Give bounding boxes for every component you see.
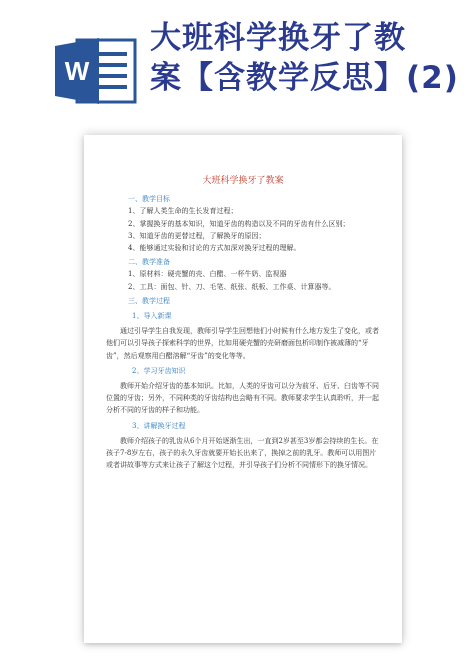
goals-heading: 一、教学目标 [128, 195, 170, 204]
document-body [106, 175, 380, 471]
page-title [150, 18, 470, 98]
paragraph: 通过引导学生自我发现，教师引导学生回想他们小时候有什么地方发生了变化，或者他们可以引导孩子探索科学的世界，比如用硬壳蟹的壳研磨面包析印制作被减薄的“牙齿”，然后观察用白醋溶解“牙齿”的变化等等。 [106, 327, 379, 360]
subsection-heading: 3、讲解换牙过程 [132, 421, 186, 430]
goal-item: 1、了解人类生命的生长发育过程； [128, 207, 238, 216]
prep-item: 2、工具：面包、针、刀、毛笔、纸张、纸板、工作桌、计算器等。 [128, 282, 336, 291]
prep-heading: 二、教学准备 [128, 258, 170, 267]
paragraph: 教师开始介绍牙齿的基本知识。比如，人类的牙齿可以分为前牙、后牙、臼齿等不同位置的牙齿；另外，不同种类的牙齿结构也会略有不同。教师要求学生认真聆听，并一起分析不同的牙齿的样子和功能。 [106, 382, 379, 415]
goal-item: 4、能够通过实验和讨论的方式加深对换牙过程的理解。 [128, 244, 301, 253]
paragraph: 教师介绍孩子的乳齿从6个月开始逐渐生出，一直到2岁甚至3岁都会持续的生长。在孩子7-8岁左右，孩子的永久牙齿就要开始长出来了，换掉之前的乳牙。教师可以用图片或者讲故事等方式来让孩子了解这个过程，并引导孩子们分析不同情形下的换牙情况。 [106, 436, 379, 470]
word-icon-letter: W [64, 56, 90, 86]
goal-item: 2、掌握换牙的基本知识，知道牙齿的构造以及不同的牙齿有什么区别； [128, 219, 350, 228]
page-title-line-1: 大班科学换牙了教 [150, 20, 406, 56]
goal-item: 3、知道牙齿的更替过程，了解换牙的原因； [128, 231, 266, 240]
process-heading: 三、教学过程 [128, 296, 170, 305]
page-title-line-2: 案【含教学反思】(2) [150, 60, 459, 96]
subsection-heading: 1、导入新课 [132, 312, 172, 321]
document-title: 大班科学换牙了教案 [202, 176, 284, 186]
document-preview-page[interactable] [84, 135, 402, 643]
prep-item: 1、原材料：硬壳蟹的壳、白醋、一杯牛奶、监视器 [128, 270, 287, 279]
word-document-icon [55, 38, 137, 104]
header-banner [0, 0, 474, 128]
subsection-heading: 2、学习牙齿知识 [132, 366, 186, 375]
